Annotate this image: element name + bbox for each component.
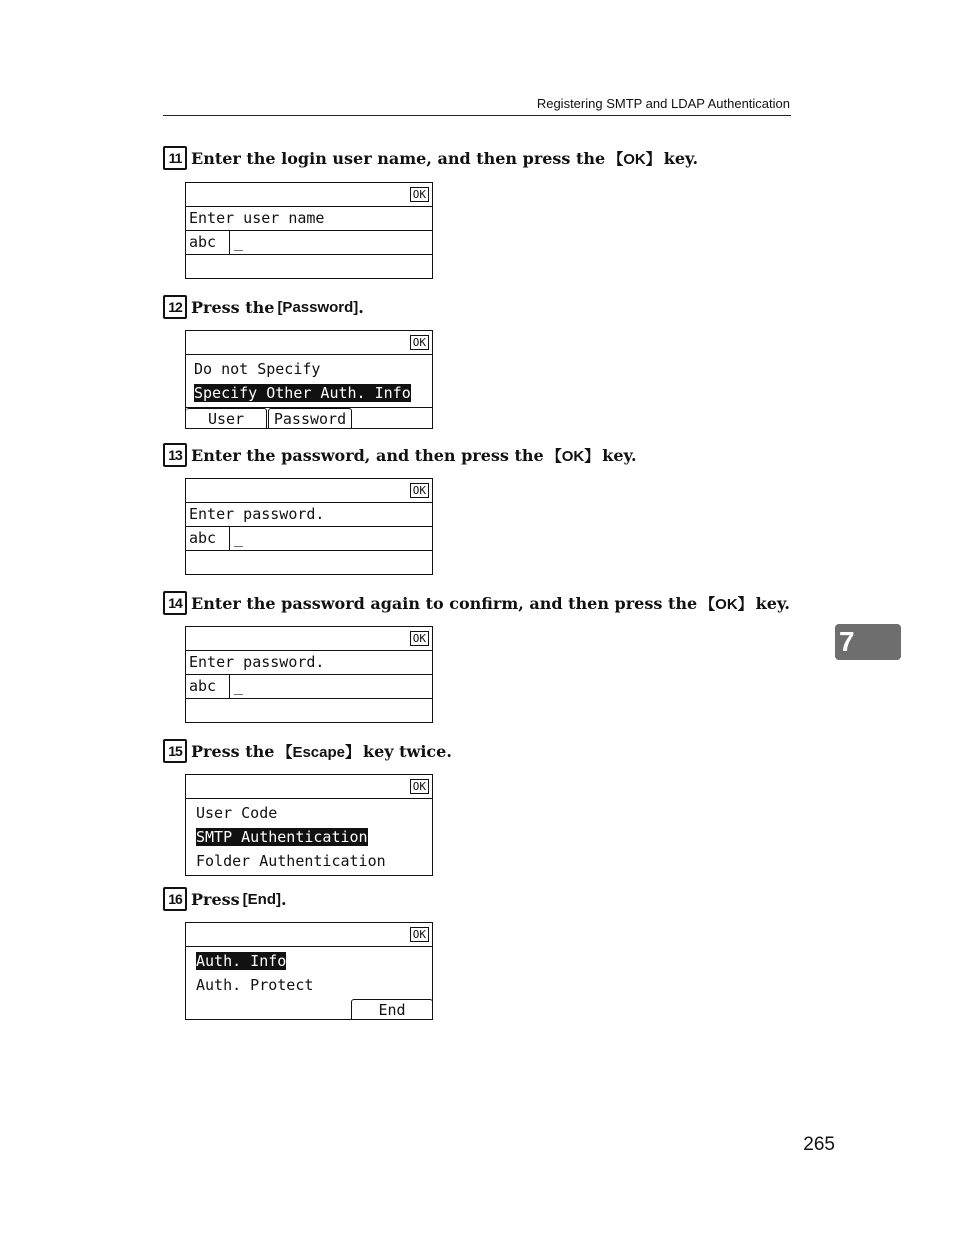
- step-text-after: .: [280, 889, 287, 909]
- menu-item-do-not-specify[interactable]: Do not Specify: [194, 360, 321, 378]
- page-number: 265: [803, 1134, 835, 1155]
- step-15-instruction: 15 Press the 【Escape】 key twice.: [163, 739, 452, 763]
- lcd-dest-settings: [185, 922, 433, 1020]
- ok-key-icon[interactable]: OK: [410, 483, 429, 498]
- step-number: 15: [163, 739, 187, 763]
- step-text-after: key.: [663, 148, 699, 168]
- step-text-after: .: [358, 297, 364, 317]
- lcd-input-prefix: abc: [186, 231, 230, 254]
- ok-key-icon[interactable]: OK: [410, 927, 429, 942]
- key-name: OK: [715, 595, 738, 613]
- menu-item-user-code[interactable]: User Code: [196, 804, 278, 822]
- softkey-user[interactable]: User: [186, 408, 267, 429]
- lcd-input-field[interactable]: _: [234, 529, 244, 547]
- key-name: [End]: [242, 890, 281, 908]
- step-text-after: key.: [755, 593, 790, 613]
- key-name: [Password]: [277, 298, 359, 316]
- lcd-input-field[interactable]: _: [234, 677, 244, 695]
- chapter-tab: 7: [835, 624, 901, 660]
- key-name: OK: [561, 447, 585, 465]
- lcd-input-prefix: abc: [186, 527, 230, 550]
- step-number: 13: [163, 443, 187, 467]
- step-text-before: Enter the login user name, and then press the: [191, 148, 606, 168]
- menu-item-auth-protect[interactable]: Auth. Protect: [196, 976, 314, 994]
- key-name: OK: [623, 150, 646, 168]
- lcd-smtp-authent: [185, 330, 433, 429]
- step-text-before: Press the: [191, 741, 275, 761]
- step-13-instruction: 13 Enter the password, and then press the 【OK】 key.: [163, 443, 637, 467]
- running-header: Registering SMTP and LDAP Authentication: [536, 96, 790, 111]
- step-number: 16: [163, 887, 187, 911]
- step-12-instruction: [163, 295, 364, 319]
- header-rule: [163, 115, 791, 116]
- softkey-password[interactable]: Password: [268, 408, 352, 429]
- step-14-instruction: 14 Enter the password again to confirm, and then press the 【OK】 key.: [163, 591, 790, 615]
- lcd-message: Enter user name: [186, 207, 432, 231]
- softkey-end[interactable]: End: [351, 999, 433, 1020]
- lcd-login-user-name: [185, 182, 433, 279]
- step-text-before: Enter the password, and then press the: [191, 445, 544, 465]
- lcd-empty-row: [186, 551, 432, 574]
- step-16-instruction: [163, 887, 287, 911]
- step-text-before: Press the: [191, 297, 275, 317]
- ok-key-icon[interactable]: OK: [410, 187, 429, 202]
- step-text-before: Press: [191, 889, 240, 909]
- step-11-instruction: 11 Enter the login user name, and then press the 【OK】 key.: [163, 146, 698, 170]
- step-text-after: key twice.: [363, 741, 452, 761]
- step-number: 14: [163, 591, 187, 615]
- lcd-login-password: [185, 478, 433, 575]
- menu-item-folder-authentication[interactable]: Folder Authentication: [196, 852, 386, 870]
- lcd-input-prefix: abc: [186, 675, 230, 698]
- menu-item-specify-other-auth-info[interactable]: Specify Other Auth. Info: [194, 384, 411, 402]
- menu-item-auth-info[interactable]: Auth. Info: [196, 952, 287, 970]
- ok-key-icon[interactable]: OK: [410, 335, 429, 350]
- lcd-empty-row: [186, 255, 432, 278]
- lcd-login-password-confirm: [185, 626, 433, 723]
- step-text-after: key.: [602, 445, 637, 465]
- lcd-message: Enter password.: [186, 651, 432, 675]
- lcd-auth-info: [185, 774, 433, 876]
- lcd-message: Enter password.: [186, 503, 432, 527]
- lcd-empty-row: [186, 699, 432, 722]
- lcd-input-field[interactable]: _: [234, 233, 244, 251]
- ok-key-icon[interactable]: OK: [410, 779, 429, 794]
- ok-key-icon[interactable]: OK: [410, 631, 429, 646]
- step-text-before: Enter the password again to confirm, and then press the: [191, 593, 698, 613]
- step-number: 11: [163, 146, 187, 170]
- key-name: Escape: [292, 743, 345, 761]
- step-number: 12: [163, 295, 187, 319]
- menu-item-smtp-authentication[interactable]: SMTP Authentication: [196, 828, 368, 846]
